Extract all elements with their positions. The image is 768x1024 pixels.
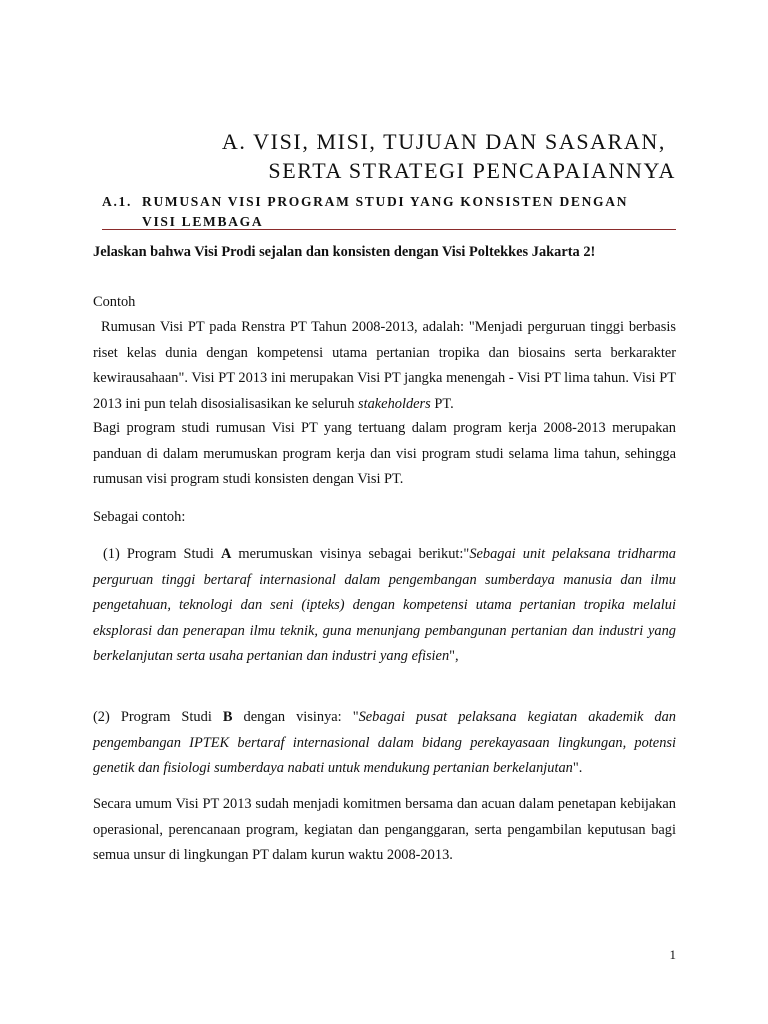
section-divider [102, 229, 676, 230]
paragraph-program-studi: Bagi program studi rumusan Visi PT yang tertuang dalam program kerja 2008-2013 merupakan panduan di dalam merumuskan program kerja dan visi program studi selama lima tahun, sehingga rumusan visi program studi konsisten dengan Visi PT. [93, 420, 676, 487]
paragraph-visi-pt-text: Rumusan Visi PT pada Renstra PT Tahun 2008-2013, adalah: "Menjadi perguruan tinggi berbasis riset kelas dunia dengan kompetensi utama pertanian tropika dan biosains serta berkarakter kewirausahaan". Visi PT 2013 ini merupakan Visi PT jangka menengah - Visi PT lima tahun. Visi PT 2013 ini pun telah disosialisasikan ke seluruh [93, 319, 676, 412]
example-item-2-middle: dengan visinya: " [232, 709, 359, 725]
example-item-2-code: B [222, 709, 233, 725]
page-number: 1 [669, 947, 676, 962]
paragraph-visi-pt [93, 315, 676, 417]
example-item-1 [93, 542, 676, 670]
example-item-1-vision: Sebagai unit pelaksana tridharma perguruan tinggi bertaraf internasional dalam pengembangan sumberdaya manusia dan ilmu pengetahuan, teknologi dan seni (ipteks) dengan kompetensi utama pertanian tropika melalui eksplorasi dan penerapan ilmu teknik, guna menunjang pembangunan pertanian dan industri yang berkelanjutan serta usaha pertanian dan industri yang efisien [93, 546, 676, 664]
chapter-title-line-1: A. VISI, MISI, TUJUAN DAN SASARAN, [221, 128, 666, 154]
section-heading-line-2: VISI LEMBAGA [142, 214, 264, 229]
closing-paragraph: Secara umum Visi PT 2013 sudah menjadi komitmen bersama dan acuan dalam penetapan kebijakan operasional, perencanaan program, kegiatan dan penganggaran, serta pengambilan keputusan bagi semua unsur di lingkungan PT dalam kurun waktu 2008-2013. [93, 796, 676, 863]
example-item-1-code: A [220, 546, 232, 562]
example-item-1-suffix: ", [449, 648, 459, 664]
example-item-1-middle: merumuskan visinya sebagai berikut:" [231, 546, 470, 562]
contoh-label: Contoh [93, 294, 136, 310]
chapter-title [0, 127, 676, 185]
example-item-2 [93, 705, 676, 782]
section-number: A.1. [102, 194, 133, 209]
stakeholders-term: stakeholders [358, 395, 431, 412]
instruction-text: Jelaskan bahwa Visi Prodi sejalan dan konsisten dengan Visi Poltekkes Jakarta 2! [93, 244, 596, 260]
example-item-1-prefix: (1) Program Studi [103, 546, 221, 562]
example-item-2-suffix: ". [572, 760, 583, 776]
chapter-title-line-2: SERTA STRATEGI PENCAPAIANNYA [268, 157, 676, 183]
sebagai-contoh-label: Sebagai contoh: [93, 509, 186, 525]
paragraph-visi-pt-end: PT. [430, 395, 454, 412]
section-heading [102, 192, 676, 232]
example-item-2-prefix: (2) Program Studi [93, 709, 223, 725]
section-heading-line-1: RUMUSAN VISI PROGRAM STUDI YANG KONSISTEN DENGAN [142, 194, 629, 209]
example-item-2-vision: Sebagai pusat pelaksana kegiatan akademik dan pengembangan IPTEK bertaraf internasional dalam bidang perekayasaan lingkungan, potensi genetik dan fisiologi sumberdaya nabati untuk mendukung pertanian berkelanjutan [93, 709, 676, 776]
